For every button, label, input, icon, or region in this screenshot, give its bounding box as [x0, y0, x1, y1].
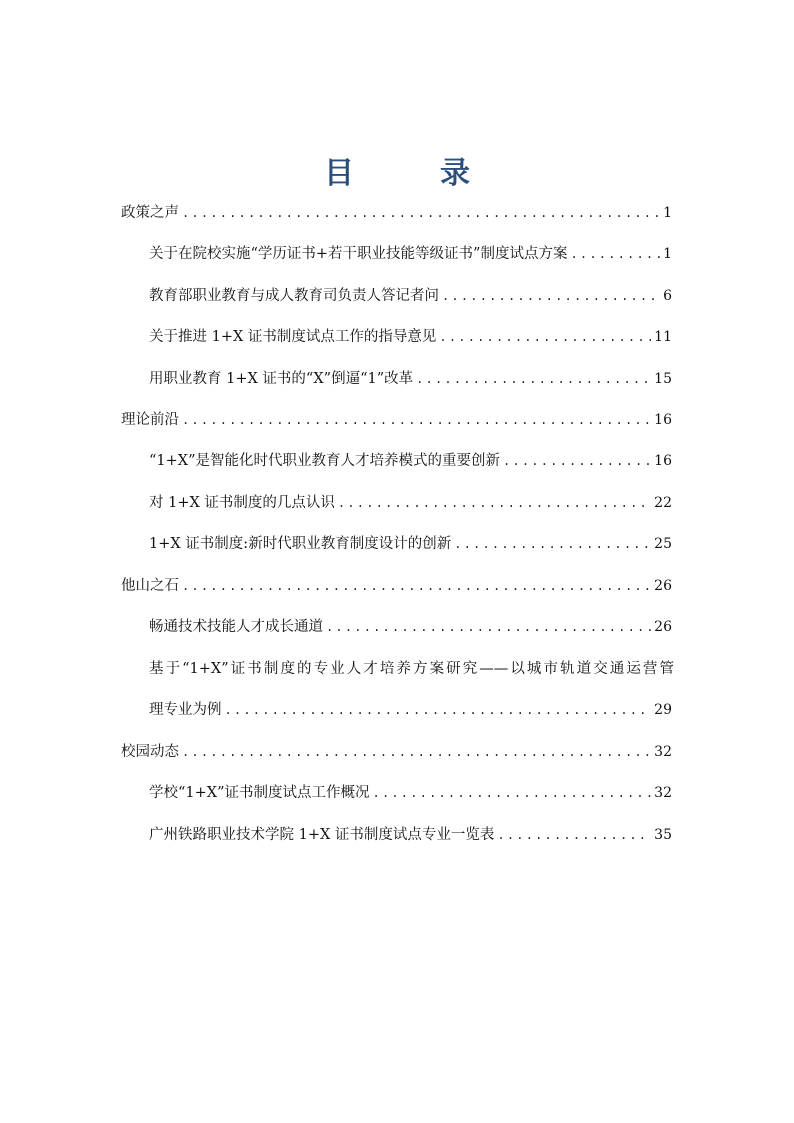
toc-entry-text: 学校“1+X”证书制度试点工作概况 — [149, 785, 370, 801]
toc-entry[interactable] — [149, 449, 672, 473]
toc-page-number: 15 — [654, 371, 672, 387]
toc-leader-dots — [326, 615, 651, 639]
toc-entry[interactable] — [149, 367, 672, 391]
toc-entry-text: 关于推进 1+X 证书制度试点工作的指导意见 — [149, 329, 437, 345]
toc-page-number: 16 — [654, 453, 672, 469]
toc-page-number: 22 — [654, 495, 672, 511]
toc-entry-text: “1+X”是智能化时代职业教育人才培养模式的重要创新 — [149, 453, 501, 469]
toc-page-number: 35 — [654, 827, 672, 843]
toc-entry[interactable] — [149, 698, 672, 722]
toc-entry[interactable] — [149, 615, 672, 639]
toc-entry[interactable] — [149, 823, 672, 847]
toc-section-policy[interactable] — [121, 201, 672, 225]
toc-page-number: 26 — [654, 578, 672, 594]
toc-leader-dots — [454, 532, 651, 556]
toc-entry[interactable] — [149, 242, 672, 266]
toc-leader-dots — [225, 698, 652, 722]
toc-leader-dots — [182, 574, 651, 598]
toc-leader-dots — [570, 242, 660, 266]
toc-leader-dots — [338, 491, 651, 515]
toc-entry-text-line1[interactable]: 基于“1+X”证书制度的专业人才培养方案研究——以城市轨道交通运营管 — [149, 661, 674, 677]
toc-page-number: 26 — [654, 619, 672, 635]
toc-page-number: 6 — [663, 288, 672, 304]
toc-page-number: 16 — [654, 412, 672, 428]
toc-entry[interactable] — [149, 284, 672, 308]
toc-page-number: 32 — [654, 785, 672, 801]
toc-entry-text: 1+X 证书制度:新时代职业教育制度设计的创新 — [149, 536, 452, 552]
toc-entry-text: 广州铁路职业技术学院 1+X 证书制度试点专业一览表 — [149, 827, 495, 843]
toc-leader-dots — [416, 367, 651, 391]
toc-leader-dots — [497, 823, 651, 847]
toc-entry[interactable] — [149, 325, 672, 349]
toc-page-number: 29 — [654, 702, 672, 718]
toc-entry[interactable] — [149, 781, 672, 805]
toc-entry-text: 理论前沿 — [121, 412, 179, 428]
toc-entry[interactable] — [149, 532, 672, 556]
toc-entry-text-line2: 理专业为例 — [149, 702, 222, 718]
toc-leader-dots — [373, 781, 652, 805]
toc-leader-dots — [503, 449, 651, 473]
toc-entry-text: 对 1+X 证书制度的几点认识 — [149, 495, 335, 511]
toc-section-campus[interactable] — [121, 740, 672, 764]
toc-page-number: 32 — [654, 744, 672, 760]
toc-section-others[interactable] — [121, 574, 672, 598]
toc-entry-text: 他山之石 — [121, 578, 179, 594]
toc-leader-dots — [439, 325, 651, 349]
toc-entry-text: 畅通技术技能人才成长通道 — [149, 619, 323, 635]
toc-page-number: 1 — [663, 205, 672, 221]
toc-leader-dots — [442, 284, 660, 308]
toc-entry-text: 用职业教育 1+X 证书的“X”倒逼“1”改革 — [149, 371, 414, 387]
toc-leader-dots — [182, 740, 651, 764]
toc-entry[interactable] — [149, 491, 672, 515]
toc-page-number: 25 — [654, 536, 672, 552]
toc-leader-dots — [182, 201, 660, 225]
toc-section-theory[interactable] — [121, 408, 672, 432]
toc-page-number: 1 — [663, 246, 672, 262]
toc-entry-text: 教育部职业教育与成人教育司负责人答记者问 — [149, 288, 439, 304]
toc-title: 目 录 — [324, 156, 498, 191]
toc-entry-text: 关于在院校实施“学历证书+若干职业技能等级证书”制度试点方案 — [149, 246, 568, 262]
toc-leader-dots — [182, 408, 651, 432]
toc-entry-text: 政策之声 — [121, 205, 179, 221]
toc-entry-text: 校园动态 — [121, 744, 179, 760]
toc-page-number: 11 — [654, 329, 672, 345]
